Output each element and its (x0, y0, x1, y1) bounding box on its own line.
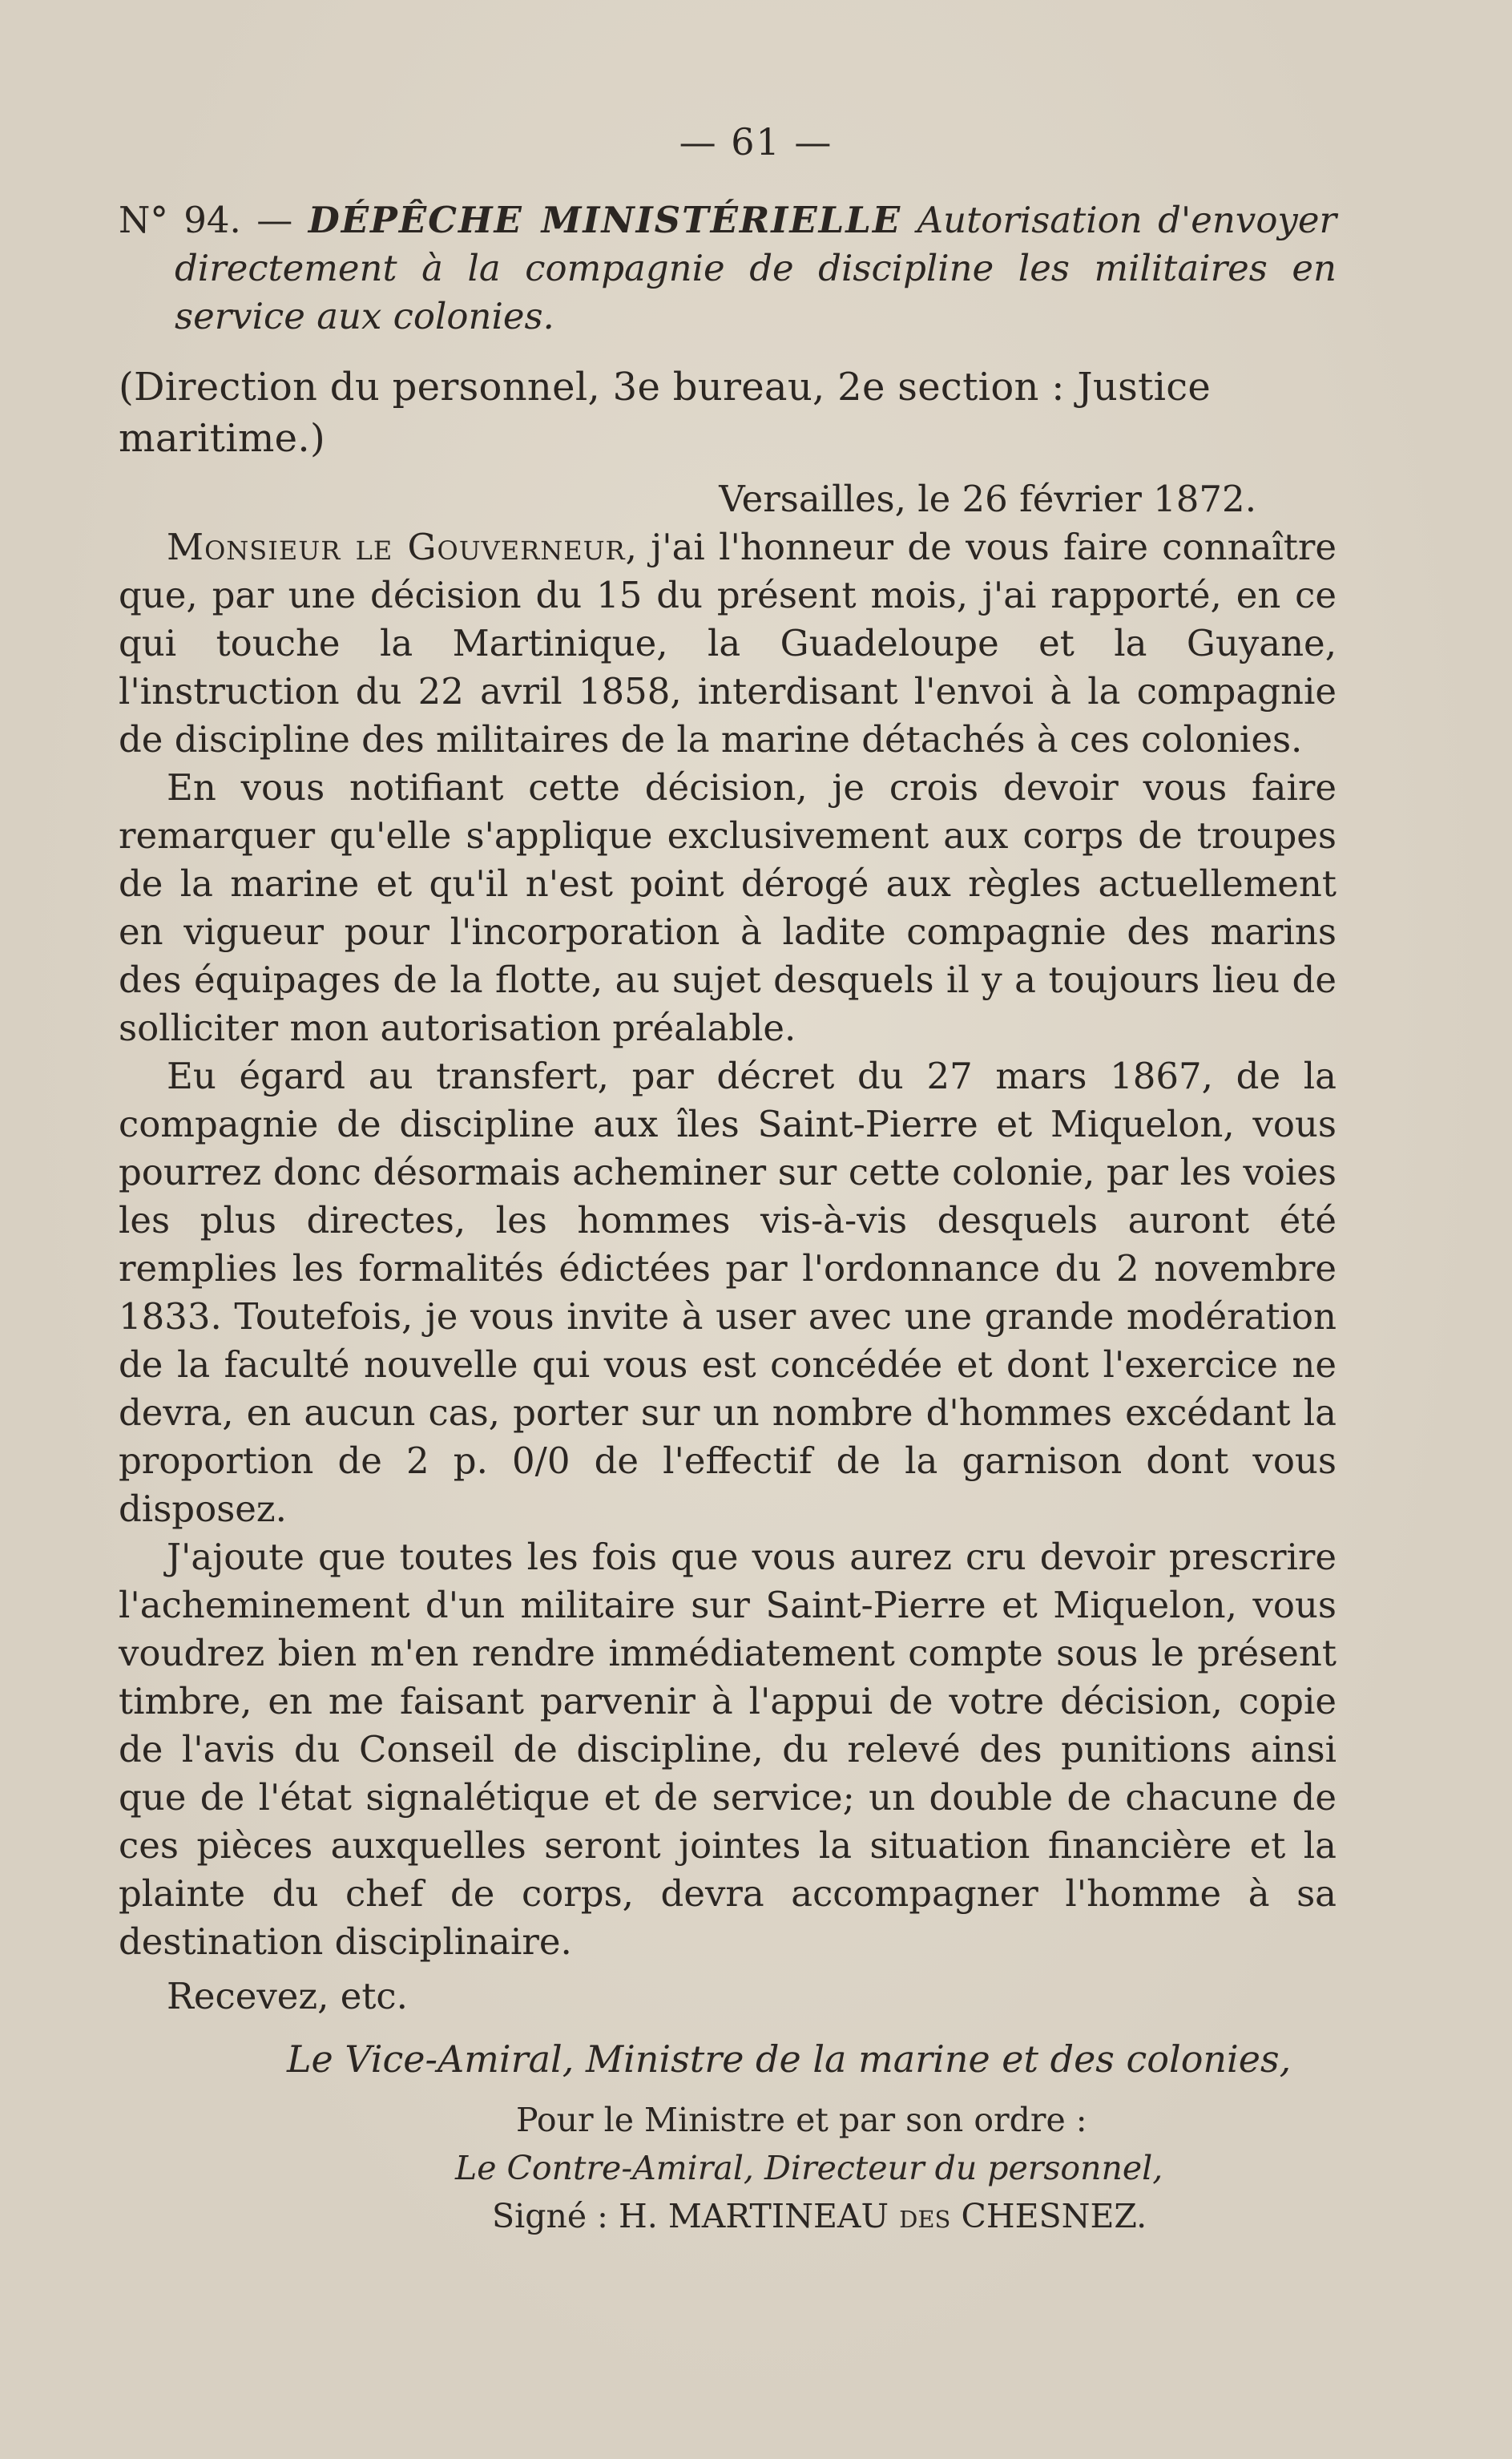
direction-line: (Direction du personnel, 3e bureau, 2e section : Justice maritime.) (119, 365, 1212, 461)
paragraph-4: J'ajoute que toutes les fois que vous aurez cru devoir prescrire l'acheminement d'un militaire sur Saint-Pierre et Miquelon, vous voudrez bien m'en rendre immédiatement compte sous le présent timbre, en me faisant parvenir à l'appui de votre décision, copie de l'avis du Conseil de discipline, du relevé des punitions ainsi que de l'état signalétique et de service; un double de chacune de ces pièces auxquelles seront jointes la situation financière et la plainte du chef de corps, devra accompagner l'homme à sa destination disciplinaire. (119, 1536, 1337, 1963)
dispatch-heading (119, 196, 1337, 341)
signature-surname: CHESNEZ. (961, 2197, 1147, 2235)
dateline: Versailles, le 26 février 1872. (719, 478, 1256, 520)
dispatch-subtitle: Autorisation d'envoyer directement à la compagnie de discipline les militaires en service aux colonies. (175, 199, 1337, 337)
signature-particle: des (899, 2197, 951, 2235)
dispatch-number: N° 94. — (119, 199, 293, 241)
document-body (119, 196, 1337, 2239)
paragraph-3: Eu égard au transfert, par décret du 27 mars 1867, de la compagnie de discipline aux îles Saint-Pierre et Miquelon, vous pourrez donc désormais acheminer sur cette colonie, par les voies les plus directes, les hommes vis-à-vis desquels auront été remplies les formalités édictées par l'ordonnance du 2 novembre 1833. Toutefois, je vous invite à user avec une grande modération de la faculté nouvelle qui vous est concédée et dont l'exercice ne devra, en aucun cas, porter sur un nombre d'hommes excédant la proportion de 2 p. 0/0 de l'effectif de la garnison dont vous disposez. (119, 1055, 1337, 1530)
paragraph-1 (119, 523, 1337, 764)
signature-line (492, 2194, 1337, 2239)
order-line: Pour le Ministre et par son ordre : (516, 2101, 1087, 2139)
closing-formula: Recevez, etc. (167, 1975, 408, 2017)
signatory-line: Le Vice-Amiral, Ministre de la marine et des colonies, (287, 2037, 1292, 2081)
director-title-line: Le Contre-Amiral, Directeur du personnel, (455, 2149, 1163, 2187)
page-number: — 61 — (679, 120, 833, 164)
signature-prefix: Signé : H. MARTINEAU (492, 2197, 889, 2235)
paragraph-2: En vous notifiant cette décision, je crois devoir vous faire remarquer qu'elle s'applique exclusivement aux corps de troupes de la marine et qu'il n'est point dérogé aux règles actuellement en vigueur pour l'incorporation à ladite compagnie des marins des équipages de la flotte, au sujet desquels il y a toujours lieu de solliciter mon autorisation préalable. (119, 766, 1337, 1049)
paragraph-1-text: , j'ai l'honneur de vous faire connaître que, par une décision du 15 du présent mois, j'ai rapporté, en ce qui touche la Martinique, la Guadeloupe et la Guyane, l'instruction du 22 avril 1858, interdisant l'envoi à la compagnie de discipline des militaires de la marine détachés à ces colonies. (119, 526, 1337, 761)
dispatch-title: DÉPÊCHE MINISTÉRIELLE (308, 199, 902, 241)
salutation: Monsieur le Gouverneur (167, 526, 626, 568)
